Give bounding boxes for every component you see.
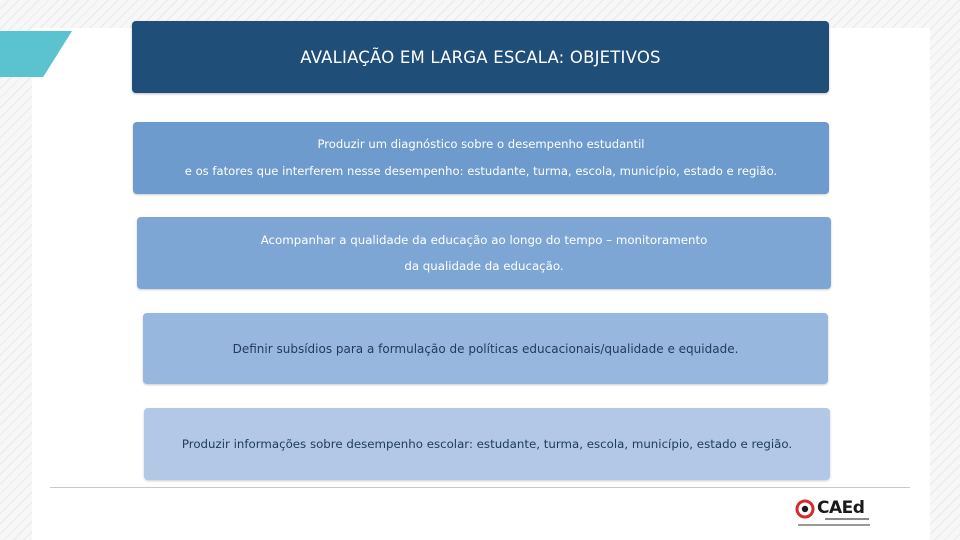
objective-box-1 <box>133 122 829 194</box>
objective-box-3 <box>143 313 828 384</box>
objective-2-line-1: Acompanhar a qualidade da educação ao longo do tempo – monitoramento <box>260 233 708 247</box>
objective-1-line-1: Produzir um diagnóstico sobre o desempenho estudantil <box>317 137 645 151</box>
title-banner <box>132 21 829 93</box>
logo-tagline-1 <box>825 518 869 520</box>
slide-title: AVALIAÇÃO EM LARGA ESCALA: OBJETIVOS <box>300 47 661 67</box>
footer-divider <box>50 487 910 488</box>
objective-4-line-1: Produzir informações sobre desempenho escolar: estudante, turma, escola, município, estado e região. <box>181 437 793 451</box>
logo-wordmark: CAEd <box>817 498 865 518</box>
objective-3-line-1: Definir subsídios para a formulação de políticas educacionais/qualidade e equidade. <box>232 341 739 356</box>
objective-box-2 <box>137 217 831 289</box>
caed-logo-icon <box>795 499 815 519</box>
objective-2-line-2: da qualidade da educação. <box>404 259 564 273</box>
caed-logo <box>795 497 875 531</box>
logo-tagline-2 <box>798 524 870 526</box>
objective-1-line-2: e os fatores que interferem nesse desempenho: estudante, turma, escola, município, estado e região. <box>184 164 778 178</box>
objective-box-4 <box>144 408 830 480</box>
